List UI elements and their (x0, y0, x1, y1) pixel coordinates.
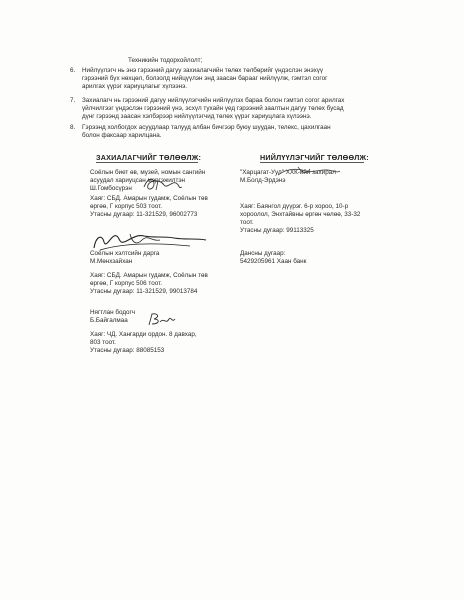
clause-line: Гэрээнд холбогдох асуудлаар талууд албан бичгээр буюу шуудан, телекс, цахилгаан (82, 124, 331, 131)
address-line: Утасны дугаар: 99113325 (240, 227, 314, 234)
rep-line: асуудал хариуцсан мэргэжилтэн (90, 177, 186, 184)
clause-text (82, 124, 331, 140)
rep-line: Соёлын биет өв, музей, номын сангийн (90, 169, 206, 176)
customer-address-3 (90, 331, 197, 355)
customer-heading-rule (96, 162, 198, 163)
account-line: 5429205961 Хаан банк (240, 258, 307, 265)
customer-heading: ЗАХИАЛАГЧИЙГ ТӨЛӨӨЛЖ: (96, 153, 202, 162)
top-note: Техникийн тодорхойлолт; (128, 57, 203, 64)
supplier-heading: НИЙЛҮҮЛЭГЧИЙГ ТӨЛӨӨЛЖ: (260, 153, 369, 162)
signature-supplier (276, 165, 342, 179)
clause-number: 8. (70, 124, 76, 131)
address-line: Хаяг: СБД. Амарын гудамж, Соёлын төв (90, 195, 208, 202)
clause-line: гэрээний бүх нөхцөл, болзолд нийцүүлэн энд заасан барааг нийлүүлж, гэмтэл согог (82, 75, 328, 82)
customer-rep-3 (90, 309, 135, 325)
address-line: Утасны дугаар: 11-321529, 96002773 (90, 211, 198, 218)
customer-address-1 (90, 195, 208, 219)
account-line: Дансны дугаар: (240, 250, 286, 257)
signature-3 (146, 311, 176, 329)
supplier-heading-rule (260, 162, 364, 163)
rep-line: Соёлын хэлтсийн дарга (90, 250, 160, 257)
address-line: тоот. (240, 219, 254, 226)
rep-line: Б.Байгалмаа (90, 317, 128, 324)
clause-line: арилгах үүрэг хариуцлагыг хүлээнэ. (82, 83, 188, 90)
clause-number: 6. (70, 67, 76, 74)
rep-line: М.Болд-Эрдэнэ (240, 177, 286, 184)
clause-line: Нийлүүлэгч нь энэ гэрээний дагуу захиалагчийн төлөх төлбөрийг үндэслэн энэхүү (82, 67, 324, 74)
address-line: 803 тоот. (90, 339, 116, 346)
customer-rep-2 (90, 250, 159, 266)
address-line: Утасны дугаар: 88085153 (90, 347, 165, 354)
signature-1 (140, 175, 184, 193)
clause-text (82, 97, 344, 121)
clause-number: 7. (70, 97, 76, 104)
rep-line: "Харцагат-Уул" ХХК-ийн захирал (240, 169, 336, 176)
rep-line: Нягтлан бодогч (90, 309, 136, 316)
supplier-account (240, 250, 306, 266)
address-line: Утасны дугаар: 11-321529, 99013784 (90, 288, 198, 295)
address-line: хороолол, Энхтайвны өргөн чөлөө, 33-32 (240, 211, 361, 218)
clause-line: Захиалагч нь гэрээний дагуу нийлүүлэгчийн нийлүүлэх бараа болон гэмтэл согог арилгах (82, 97, 345, 104)
address-line: өргөө, Г корпус 506 тоот. (90, 280, 163, 287)
supplier-address (240, 203, 360, 235)
clause-text (82, 67, 327, 91)
rep-line: М.Мөнхзайхан (90, 258, 133, 265)
address-line: Хаяг: ЧД. Хангарди ордон. 8 давхар, (90, 331, 197, 338)
address-line: Хаяг: Баянгол дүүрэг. 6-р хороо, 10-р (240, 203, 349, 210)
address-line: Хаяг: СБД. Амарын гудамж, Соёлын төв (90, 272, 208, 279)
clause-line: үйлчилгээг үндэслэн гэрээний үнэ, эсхүл тухайн үед гэрээний заалтын дагуу төлөх бусад (82, 105, 344, 112)
clause-line: болон факсаар харилцана. (82, 132, 162, 139)
address-line: өргөө, Г корпус 503 тоот. (90, 203, 163, 210)
rep-line: Ш.Гомбосүрэн (90, 185, 132, 192)
customer-address-2 (90, 272, 208, 296)
clause-line: дүнг гэрээнд заасан хэлбэрээр нийлүүлэгчид төлөх үүрэг хариуцлага хүлээнэ. (82, 113, 312, 120)
